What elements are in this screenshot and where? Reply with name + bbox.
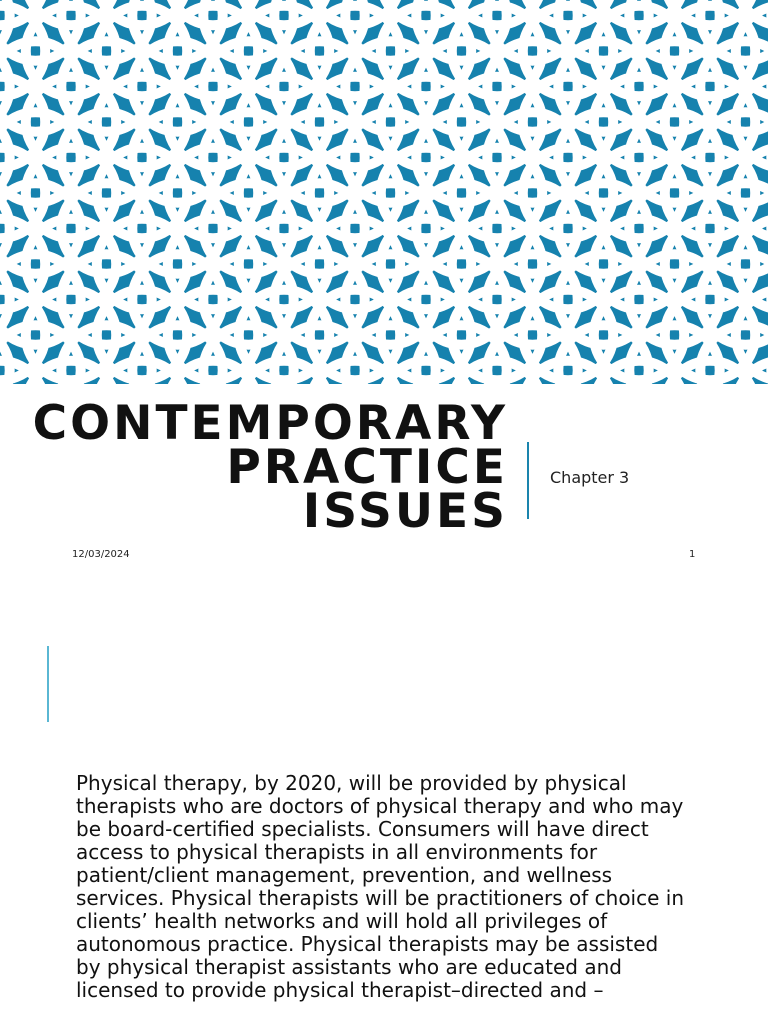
decorative-pattern-banner (0, 0, 768, 384)
title-line-2: PRACTICE (226, 440, 508, 495)
accent-divider (47, 646, 49, 722)
title-line-3: ISSUES (302, 484, 508, 539)
footer-date: 12/03/2024 (72, 549, 130, 560)
title-divider (527, 442, 529, 519)
slide-title (28, 396, 508, 539)
title-line-1: CONTEMPORARY (32, 396, 508, 451)
body-paragraph: Physical therapy, by 2020, will be provided by physical therapists who are doctors of physical therapy and who may be board-certified specialists. Consumers will have direct access to physical therapists in all environments for patient/client management, prevention, and wellness services. Physical therapists will be practitioners of choice in clients’ health networks and will hold all privileges of autonomous practice. Physical therapists may be assisted by physical therapist assistants who are educated and licensed to provide physical therapist–directed and – (76, 771, 684, 1002)
overlapping-circles-pattern (0, 0, 768, 384)
content-slide (0, 576, 768, 1024)
slide-subtitle: Chapter 3 (550, 468, 630, 487)
page-number: 1 (689, 549, 696, 560)
